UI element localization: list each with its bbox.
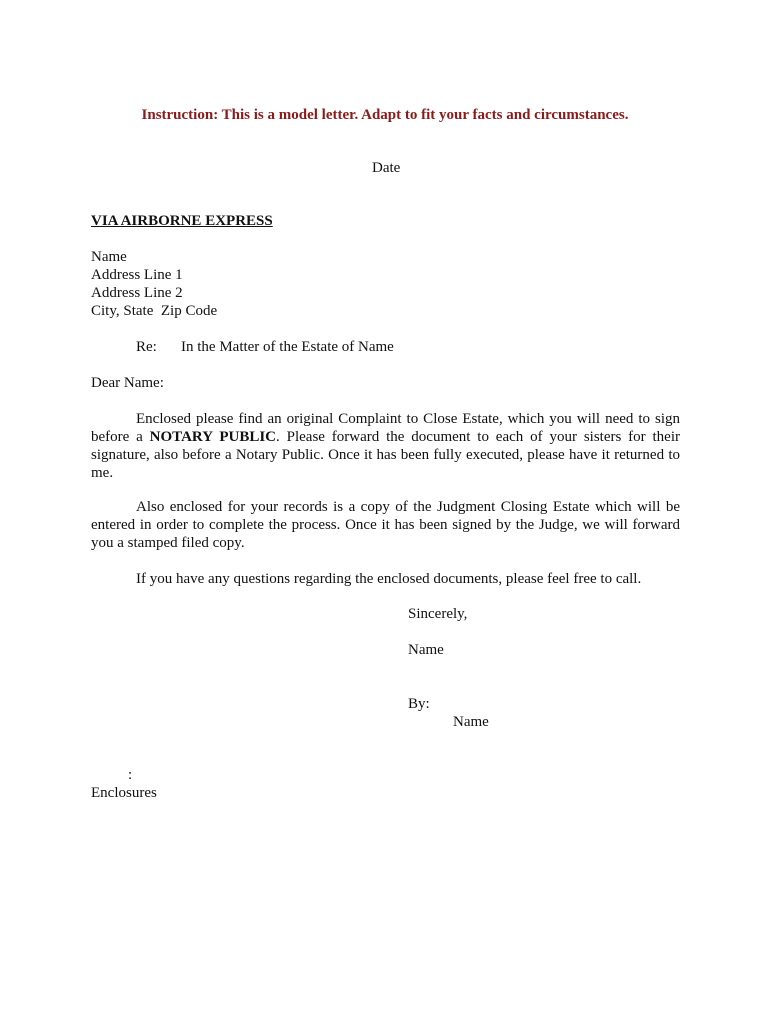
- paragraph-1-text-a: Enclosed please find an original Complaint to Close Estate, which you will need to sign before a: [91, 411, 680, 445]
- paragraph-1-text-b: . Please forward the document to each of your sisters for their signature, also before a Notary Public. Once it has been fully executed, please have it returned to me.: [91, 429, 681, 481]
- recipient-city-state-zip: City, State Zip Code: [91, 303, 218, 319]
- instruction-note: Instruction: This is a model letter. Adapt to fit your facts and circumstances.: [141, 107, 629, 123]
- colon-mark: :: [128, 767, 133, 783]
- salutation: Dear Name:: [91, 375, 164, 391]
- enclosures-label: Enclosures: [91, 785, 157, 801]
- recipient-address-line-2: Address Line 2: [91, 285, 183, 301]
- delivery-method: VIA AIRBORNE EXPRESS: [91, 213, 273, 229]
- body-paragraph-2: Also enclosed for your records is a copy of the Judgment Closing Estate which will be entered in order to complete the process. Once it has been signed by the Judge, we will forward you a stamped filed copy.: [91, 499, 680, 551]
- by-name: Name: [453, 714, 489, 730]
- body-paragraph-1: [91, 410, 680, 482]
- recipient-name: Name: [91, 249, 127, 265]
- letter-date: Date: [372, 160, 401, 176]
- recipient-address-line-1: Address Line 1: [91, 267, 183, 283]
- by-label: By:: [408, 696, 430, 712]
- closing: Sincerely,: [408, 606, 468, 622]
- notary-public-emphasis: NOTARY PUBLIC: [149, 429, 277, 445]
- re-label: Re:: [136, 339, 157, 355]
- signature-name: Name: [408, 642, 444, 658]
- body-paragraph-3: If you have any questions regarding the enclosed documents, please feel free to call.: [136, 571, 642, 587]
- re-subject: In the Matter of the Estate of Name: [181, 339, 394, 355]
